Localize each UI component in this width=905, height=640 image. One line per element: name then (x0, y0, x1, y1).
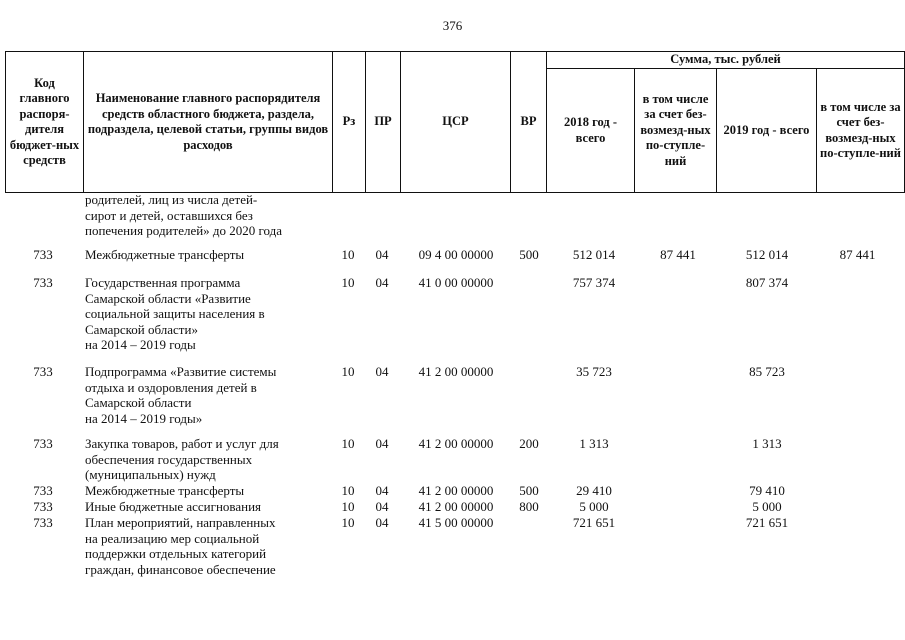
row-vr: 800 (519, 499, 539, 514)
row-rz: 10 (341, 483, 355, 498)
row-s2018: 29 410 (576, 483, 612, 498)
row-name-line: Иные бюджетные ассигнования (85, 499, 262, 514)
header-2018-total: 2018 год - всего (547, 69, 635, 193)
row-s2019: 807 374 (745, 275, 789, 290)
row-s2019: 79 410 (749, 483, 785, 498)
row-name (85, 436, 330, 483)
row-name-line: отдыха и оздоровления детей в (85, 379, 257, 395)
table-header (5, 51, 905, 193)
row-name-line: План мероприятий, направленных (85, 515, 276, 530)
row-pr: 04 (375, 499, 389, 514)
row-name-line: Государственная программа (85, 275, 241, 290)
row-f2018: 87 441 (660, 247, 696, 262)
row-name (85, 483, 330, 499)
row-name (85, 192, 330, 239)
row-vr: 200 (519, 436, 539, 451)
row-s2018: 512 014 (572, 247, 616, 262)
row-s2019: 1 313 (752, 436, 782, 451)
row-name-line: Межбюджетные трансферты (85, 483, 245, 498)
row-name-line: на реализацию мер социальной (85, 530, 260, 546)
row-name-line: (муниципальных) нужд (85, 467, 216, 483)
row-code: 733 (33, 499, 53, 514)
row-vr: 500 (519, 483, 539, 498)
row-code: 733 (33, 364, 53, 379)
header-pr: ПР (366, 52, 401, 193)
row-pr: 04 (375, 436, 389, 451)
row-s2019: 721 651 (745, 515, 789, 530)
row-csr: 41 2 00 00000 (418, 364, 494, 379)
header-sum-title: Сумма, тыс. рублей (547, 52, 905, 69)
row-name (85, 515, 330, 577)
row-csr: 41 2 00 00000 (418, 436, 494, 451)
row-pr: 04 (375, 247, 389, 262)
row-name-line: сирот и детей, оставшихся без (85, 207, 253, 223)
row-rz: 10 (341, 515, 355, 530)
header-csr: ЦСР (401, 52, 511, 193)
header-code: Код главного распоря-дителя бюджет-ных средств (6, 52, 84, 193)
row-s2019: 512 014 (745, 247, 789, 262)
row-s2018: 1 313 (579, 436, 609, 451)
row-name-line: родителей, лиц из числа детей- (85, 192, 258, 207)
row-s2019: 5 000 (752, 499, 782, 514)
row-name-line: обеспечения государственных (85, 451, 253, 467)
row-name (85, 275, 330, 353)
row-code: 733 (33, 247, 53, 262)
row-rz: 10 (341, 275, 355, 290)
row-name-line: поддержки отдельных категорий (85, 546, 267, 562)
row-rz: 10 (341, 247, 355, 262)
row-name-line: попечения родителей» до 2020 года (85, 223, 283, 239)
row-rz: 10 (341, 499, 355, 514)
row-code: 733 (33, 436, 53, 451)
row-csr: 41 5 00 00000 (418, 515, 494, 530)
row-name-line: социальной защиты населения в (85, 306, 265, 322)
row-name-line: на 2014 – 2019 годы (85, 337, 196, 353)
row-s2018: 5 000 (579, 499, 609, 514)
row-pr: 04 (375, 364, 389, 379)
row-s2019: 85 723 (749, 364, 785, 379)
row-f2019: 87 441 (839, 247, 876, 262)
row-pr: 04 (375, 275, 389, 290)
row-csr: 09 4 00 00000 (418, 247, 494, 262)
row-csr: 41 2 00 00000 (418, 483, 494, 498)
row-s2018: 757 374 (572, 275, 616, 290)
row-name-line: Закупка товаров, работ и услуг для (85, 436, 279, 451)
row-pr: 04 (375, 515, 389, 530)
header-2019-free: в том числе за счет без-возмезд-ных по-ступле-ний (817, 69, 905, 193)
row-name-line: Подпрограмма «Развитие системы (85, 364, 277, 379)
row-code: 733 (33, 515, 53, 530)
row-name (85, 499, 330, 515)
row-name-line: на 2014 – 2019 годы» (85, 410, 203, 426)
header-rz: Рз (333, 52, 366, 193)
row-name-line: Самарской области «Развитие (85, 290, 251, 306)
row-vr: 500 (519, 247, 539, 262)
row-name (85, 364, 330, 426)
row-rz: 10 (341, 364, 355, 379)
header-2018-free: в том числе за счет без-возмезд-ных по-ступле-ний (635, 69, 717, 193)
header-vr: ВР (511, 52, 547, 193)
row-name-line: Межбюджетные трансферты (85, 247, 245, 262)
row-s2018: 35 723 (576, 364, 612, 379)
row-name-line: Самарской области» (85, 321, 198, 337)
row-name-line: Самарской области (85, 395, 192, 411)
row-code: 733 (33, 275, 53, 290)
row-csr: 41 0 00 00000 (418, 275, 494, 290)
row-code: 733 (33, 483, 53, 498)
row-rz: 10 (341, 436, 355, 451)
row-name (85, 247, 330, 263)
row-csr: 41 2 00 00000 (418, 499, 494, 514)
row-pr: 04 (375, 483, 389, 498)
row-s2018: 721 651 (572, 515, 616, 530)
header-2019-total: 2019 год - всего (717, 69, 817, 193)
header-name: Наименование главного распорядителя средств областного бюджета, раздела, подраздела, целевой статьи, группы видов расходов (84, 52, 333, 193)
page-number: 376 (442, 18, 463, 33)
row-name-line: граждан, финансовое обеспечение (85, 561, 276, 577)
